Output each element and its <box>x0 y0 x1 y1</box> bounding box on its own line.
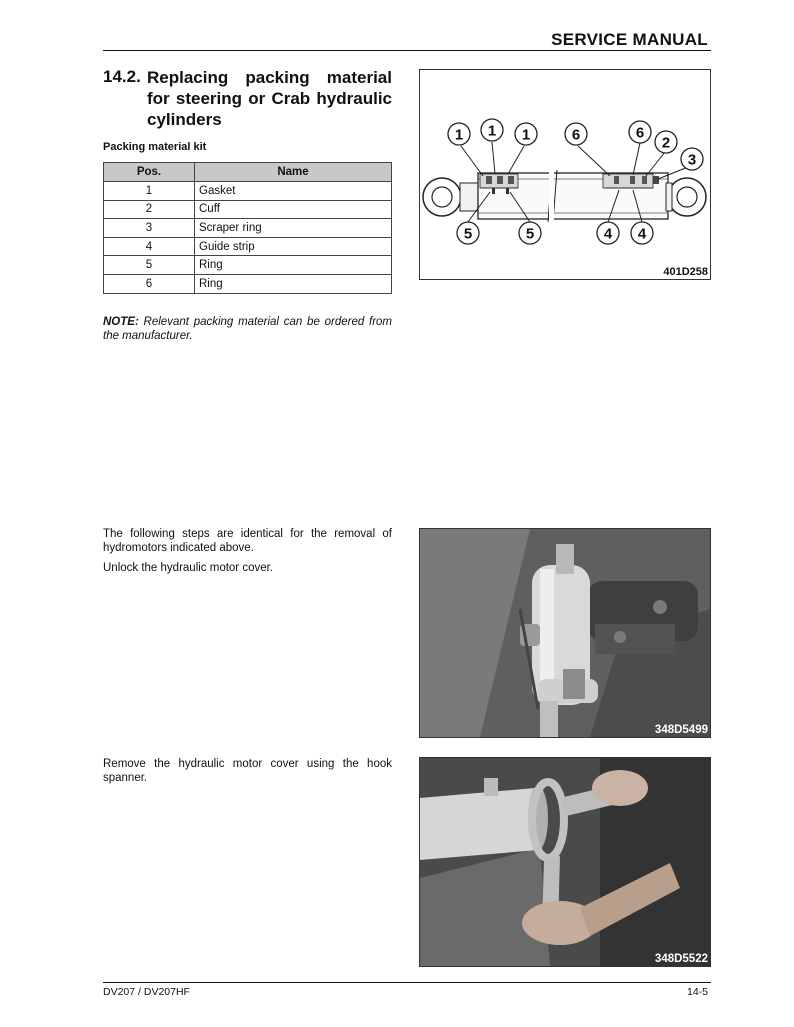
cylinder-diagram-figure <box>419 69 711 280</box>
callout-label: 4 <box>637 225 647 243</box>
hook-spanner-illustration <box>420 758 710 966</box>
header-rule <box>103 50 711 51</box>
section-number: 14.2. <box>103 67 141 86</box>
callout-label: 5 <box>525 225 535 243</box>
callout-label: 2 <box>661 134 671 152</box>
note-paragraph <box>103 315 392 343</box>
table-cell-pos: 6 <box>104 274 195 293</box>
table-cell-pos: 4 <box>104 237 195 256</box>
table-cell-name: Scraper ring <box>195 219 392 238</box>
figure-code: 401D258 <box>663 266 708 278</box>
table-cell-name: Ring <box>195 274 392 293</box>
table-cell-pos: 5 <box>104 256 195 275</box>
note-label: NOTE: <box>103 316 139 328</box>
note-text: Relevant packing material can be ordered from the manufacturer. <box>103 316 392 342</box>
footer-model: DV207 / DV207HF <box>103 986 190 998</box>
footer-rule <box>103 982 711 983</box>
table-cell-pos: 2 <box>104 200 195 219</box>
footer-page-number: 14-5 <box>686 986 708 998</box>
callout-label: 1 <box>454 126 464 144</box>
table-cell-pos: 3 <box>104 219 195 238</box>
callout-label: 6 <box>571 126 581 144</box>
step-unlock-text: Unlock the hydraulic motor cover. <box>103 562 274 574</box>
column-header-name: Name <box>195 163 392 182</box>
table-row <box>104 237 392 256</box>
hook-spanner-photo <box>419 757 711 967</box>
table-cell-pos: 1 <box>104 182 195 201</box>
callout-label: 6 <box>635 124 645 142</box>
table-cell-name: Gasket <box>195 182 392 201</box>
table-row <box>104 200 392 219</box>
callout-label: 1 <box>487 122 497 140</box>
callout-label: 1 <box>521 126 531 144</box>
table-row <box>104 182 392 201</box>
table-cell-name: Ring <box>195 256 392 275</box>
header-title: SERVICE MANUAL <box>551 30 708 49</box>
unlock-cover-photo <box>419 528 711 738</box>
figure-code: 348D5522 <box>654 953 708 965</box>
table-row <box>104 219 392 238</box>
table-row <box>104 256 392 275</box>
section-heading: Replacing packing material for steering or Crab hydraulic cylinders <box>147 68 392 129</box>
packing-kit-table <box>103 162 392 294</box>
table-row <box>104 274 392 293</box>
callout-label: 5 <box>463 225 473 243</box>
table-cell-name: Cuff <box>195 200 392 219</box>
table-cell-name: Guide strip <box>195 237 392 256</box>
column-header-pos: Pos. <box>104 163 195 182</box>
callout-label: 3 <box>687 151 697 169</box>
table-header-row <box>104 163 392 182</box>
cylinder-vise-illustration <box>420 529 710 737</box>
step-intro-text: The following steps are identical for the removal of hydromotors indicated above. <box>103 528 392 554</box>
step-remove-text: Remove the hydraulic motor cover using the hook spanner. <box>103 758 392 784</box>
cylinder-diagram <box>420 70 710 279</box>
kit-table-label: Packing material kit <box>103 141 207 153</box>
callout-label: 4 <box>603 225 613 243</box>
figure-code: 348D5499 <box>654 724 708 736</box>
